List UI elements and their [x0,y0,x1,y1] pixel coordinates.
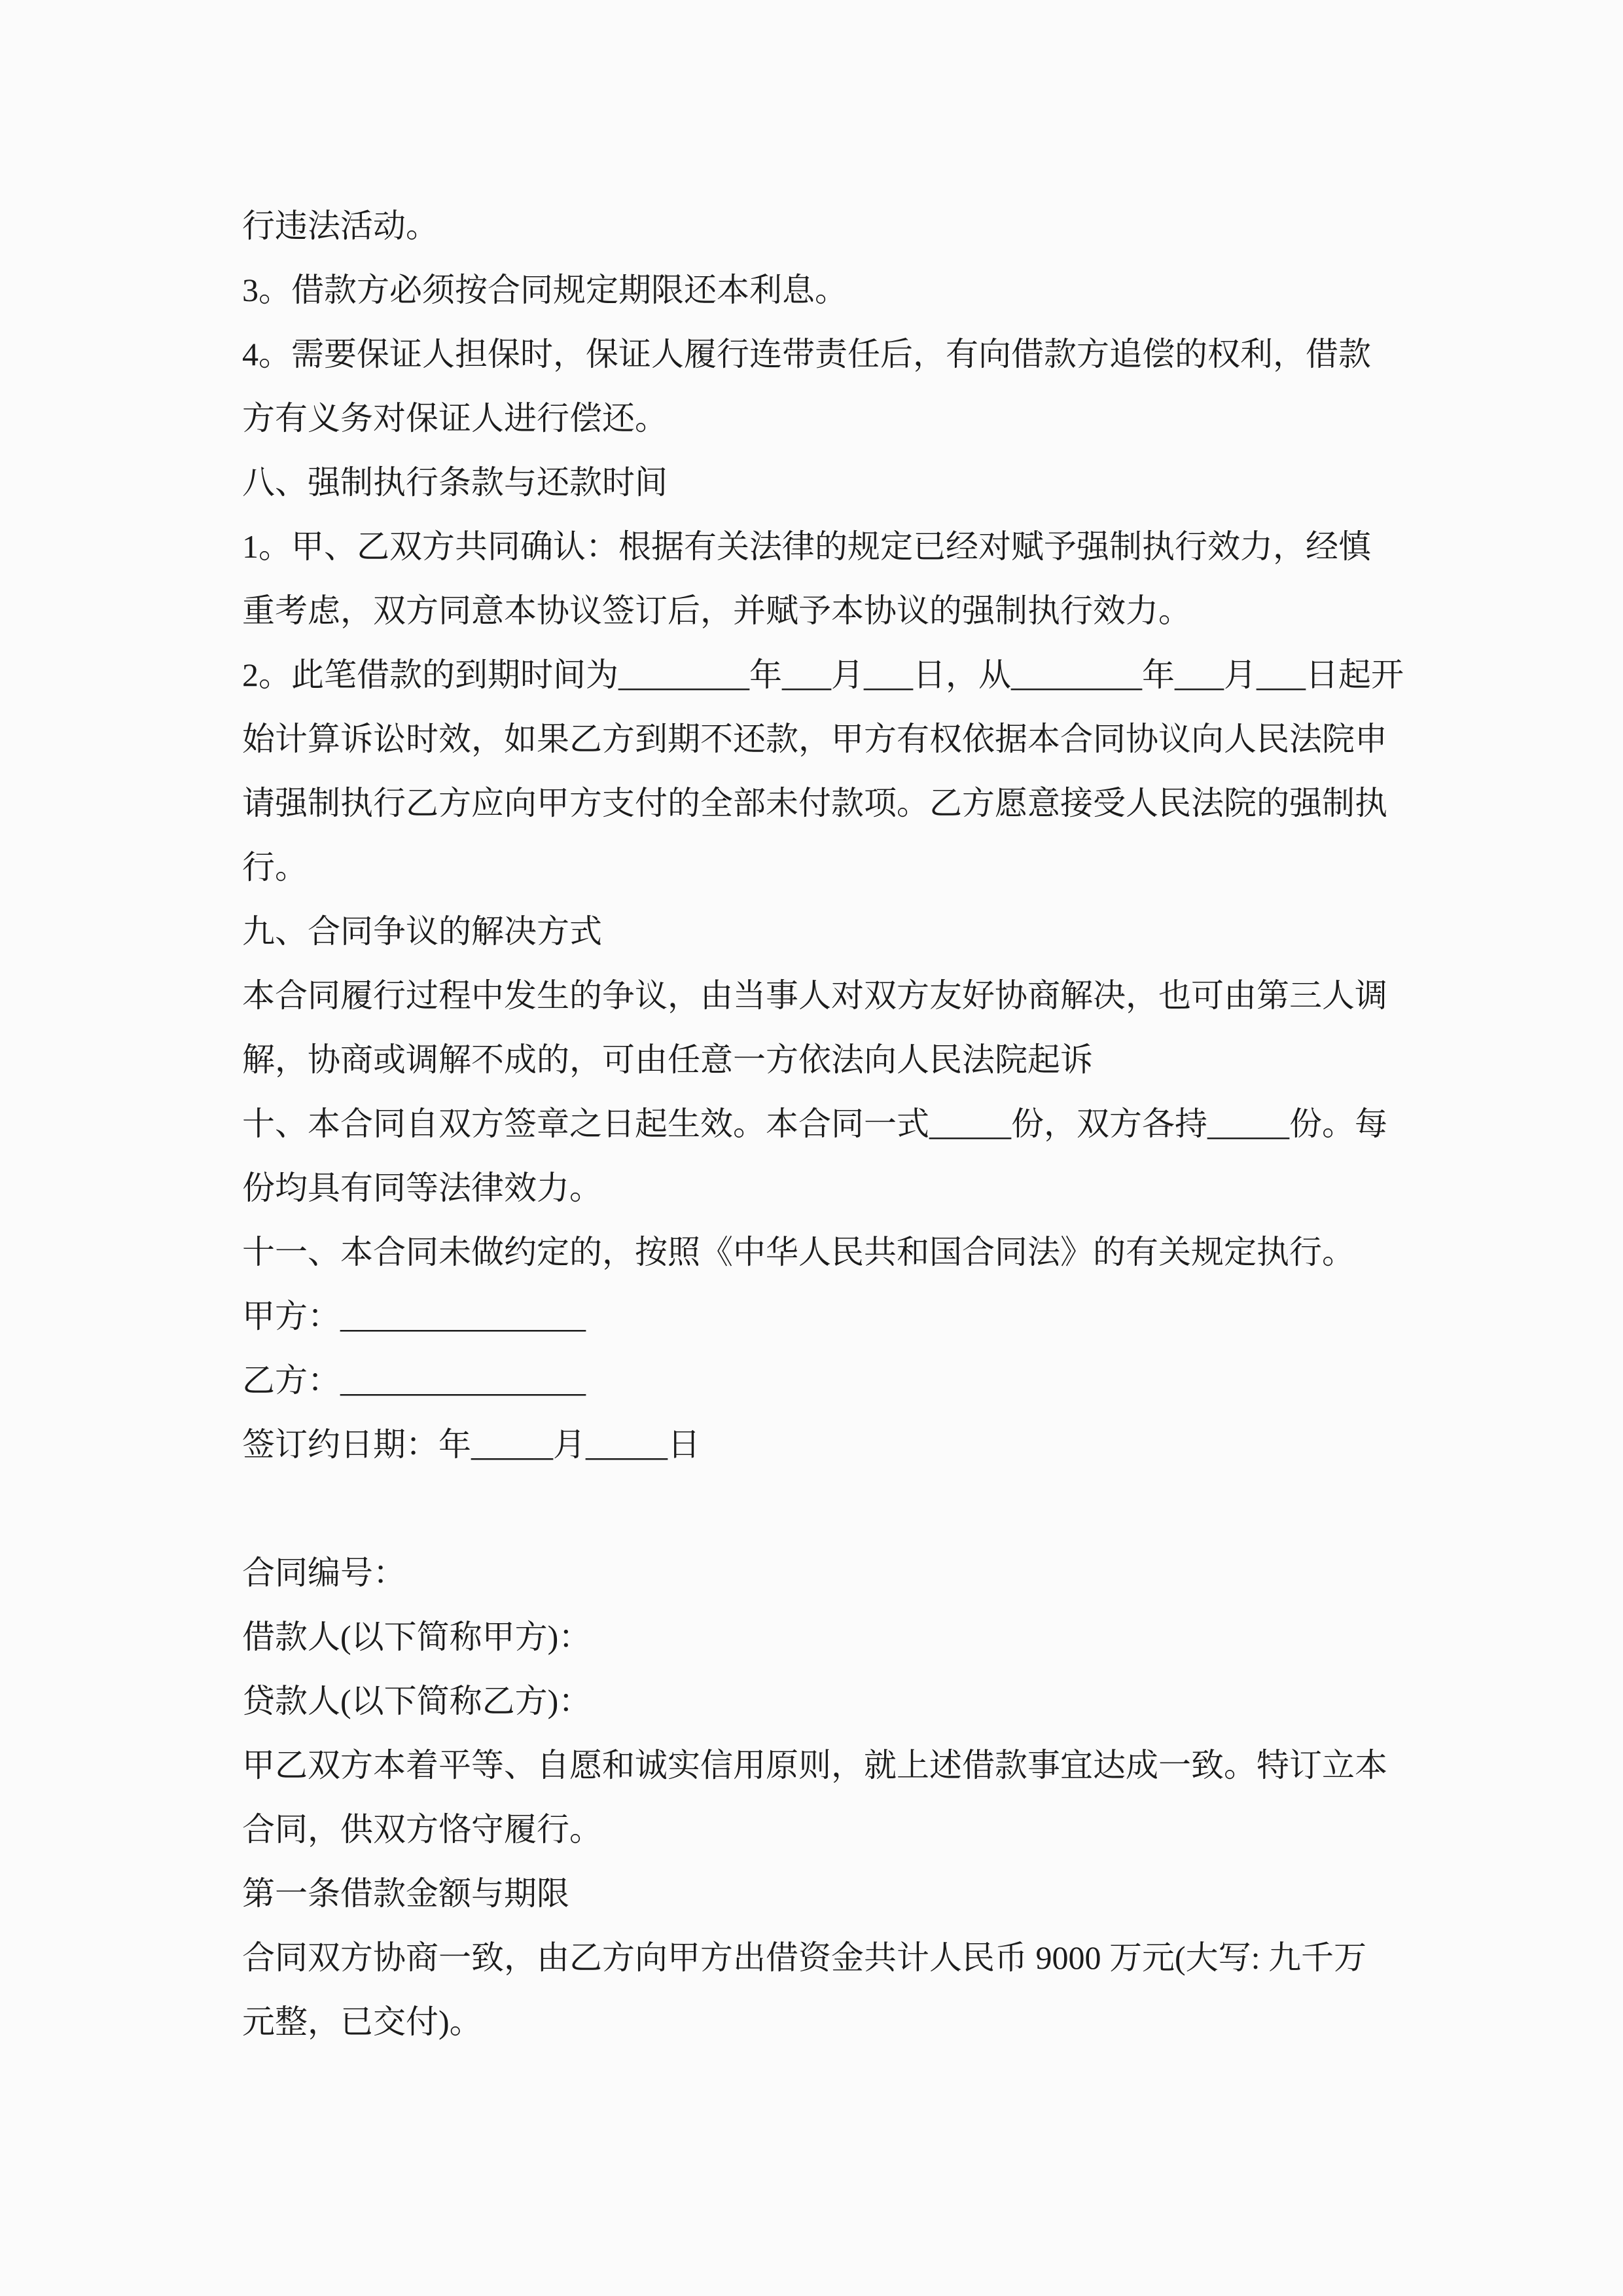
text-line: 份均具有同等法律效力。 [242,1170,602,1206]
text-line: 行。 [242,849,308,886]
text-line: 4。需要保证人担保时，保证人履行连带责任后，有向借款方追偿的权利，借款 [242,336,1371,372]
text-line: 甲乙双方本着平等、自愿和诚实信用原则，就上述借款事宜达成一致。特订立本 [242,1747,1387,1784]
party-a-signature-line: 甲方：_______________ [242,1298,586,1335]
section-heading-line: 第一条借款金额与期限 [242,1875,569,1912]
text-line: 请强制执行乙方应向甲方支付的全部未付款项。乙方愿意接受人民法院的强制执 [242,785,1387,821]
signing-date-line: 签订约日期：年_____月_____日 [242,1426,700,1463]
loan-amount-line: 合同双方协商一致，由乙方向甲方出借资金共计人民币 9000 万元(大写: 九千万 [242,1939,1367,1976]
contract-number-line: 合同编号： [242,1554,406,1591]
section-heading-line: 九、合同争议的解决方式 [242,913,602,950]
text-line: 元整，已交付)。 [242,2003,482,2040]
text-line: 合同，供双方恪守履行。 [242,1811,602,1848]
text-line-with-blanks: 十、本合同自双方签章之日起生效。本合同一式_____份，双方各持_____份。每 [242,1105,1387,1142]
text-line: 始计算诉讼时效，如果乙方到期不还款，甲方有权依据本合同协议向人民法院申 [242,721,1387,757]
text-line: 本合同履行过程中发生的争议，由当事人对双方友好协商解决，也可由第三人调 [242,977,1387,1014]
contract-text-block [242,194,1407,2054]
text-line: 3。借款方必须按合同规定期限还本利息。 [242,272,847,308]
text-line: 十一、本合同未做约定的，按照《中华人民共和国合同法》的有关规定执行。 [242,1234,1355,1270]
blank-line [242,1477,1407,1541]
text-line: 重考虑，双方同意本协议签订后，并赋予本协议的强制执行效力。 [242,592,1191,629]
party-b-signature-line: 乙方：_______________ [242,1362,586,1399]
borrower-line: 借款人(以下简称甲方)： [242,1619,592,1655]
text-line: 方有义务对保证人进行偿还。 [242,400,668,437]
text-line: 1。甲、乙双方共同确认：根据有关法律的规定已经对赋予强制执行效力，经慎 [242,528,1371,565]
text-line: 解，协商或调解不成的，可由任意一方依法向人民法院起诉 [242,1041,1093,1078]
text-line-with-blanks: 2。此笔借款的到期时间为________年___月___日，从________年___月___日起开 [242,656,1404,693]
section-heading-line: 八、强制执行条款与还款时间 [242,464,668,501]
lender-line: 贷款人(以下简称乙方)： [242,1683,592,1719]
text-line: 行违法活动。 [242,207,438,244]
